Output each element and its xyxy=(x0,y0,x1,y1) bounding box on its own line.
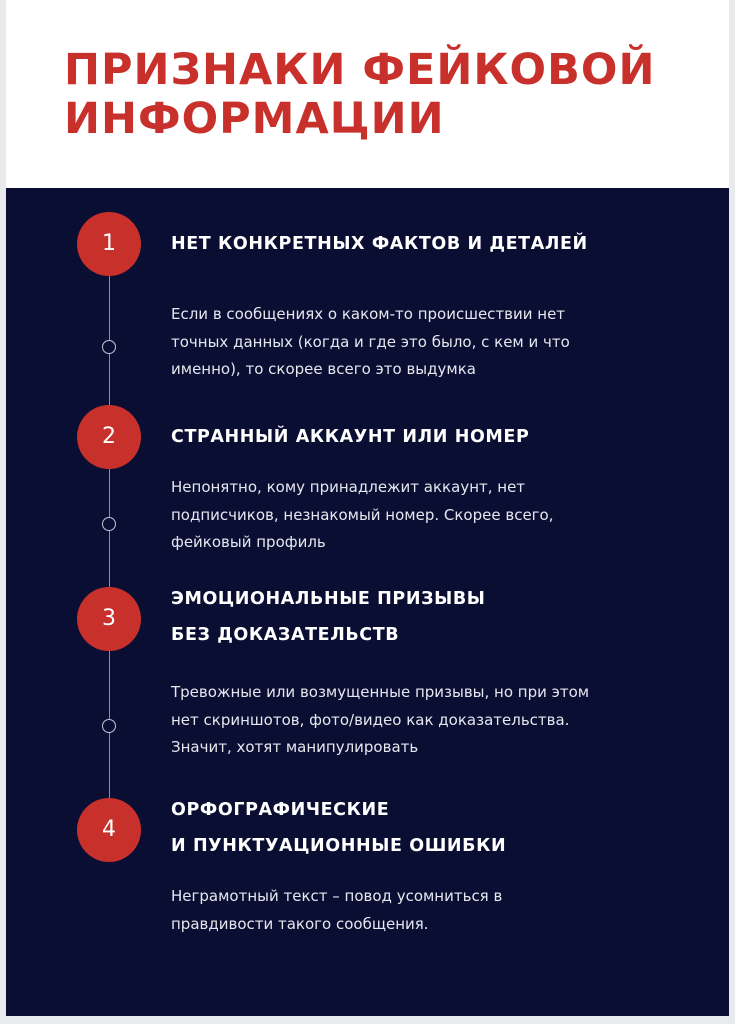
title-line: ПРИЗНАКИ ФЕЙКОВОЙ xyxy=(64,45,656,95)
step-heading-line: СТРАННЫЙ АККАУНТ ИЛИ НОМЕР xyxy=(171,427,530,447)
step-description xyxy=(171,474,671,557)
timeline-dot xyxy=(102,340,116,354)
description-line: Значит, хотят манипулировать xyxy=(171,738,419,756)
timeline-dot xyxy=(102,517,116,531)
step-heading xyxy=(171,419,529,455)
description-line: точных данных (когда и где это было, с кем и что xyxy=(171,332,570,351)
step-description xyxy=(171,883,671,938)
description-line: Неграмотный текст – повод усомниться в xyxy=(171,887,503,905)
description-line: Если в сообщениях о каком-то происшествии нет xyxy=(171,305,566,323)
step-heading xyxy=(171,581,486,653)
description-line: правдивости такого сообщения. xyxy=(171,914,429,933)
page-title xyxy=(64,46,655,144)
step-heading-line: НЕТ КОНКРЕТНЫХ ФАКТОВ И ДЕТАЛЕЙ xyxy=(171,234,588,254)
step-heading-line: БЕЗ ДОКАЗАТЕЛЬСТВ xyxy=(171,625,400,645)
step-heading xyxy=(171,792,506,864)
description-line: подписчиков, незнакомый номер. Скорее всего, xyxy=(171,505,554,524)
step-heading-line: ОРФОГРАФИЧЕСКИЕ xyxy=(171,800,390,820)
step-description xyxy=(171,679,671,762)
description-line: именно), то скорее всего это выдумка xyxy=(171,360,476,378)
step-number-badge: 1 xyxy=(77,212,141,276)
description-line: Непонятно, кому принадлежит аккаунт, нет xyxy=(171,478,526,496)
step-number-badge: 3 xyxy=(77,587,141,651)
description-line: фейковый профиль xyxy=(171,533,326,551)
step-number-badge: 2 xyxy=(77,405,141,469)
step-description xyxy=(171,301,671,384)
title-line: ИНФОРМАЦИИ xyxy=(64,94,445,144)
timeline-dot xyxy=(102,719,116,733)
description-line: нет скриншотов, фото/видео как доказательства. xyxy=(171,710,570,729)
poster xyxy=(6,0,729,1016)
step-heading-line: И ПУНКТУАЦИОННЫЕ ОШИБКИ xyxy=(171,836,507,856)
step-heading xyxy=(171,226,588,262)
content-panel xyxy=(6,188,729,1016)
step-heading-line: ЭМОЦИОНАЛЬНЫЕ ПРИЗЫВЫ xyxy=(171,589,486,609)
step-number-badge: 4 xyxy=(77,798,141,862)
description-line: Тревожные или возмущенные призывы, но при этом xyxy=(171,683,590,701)
